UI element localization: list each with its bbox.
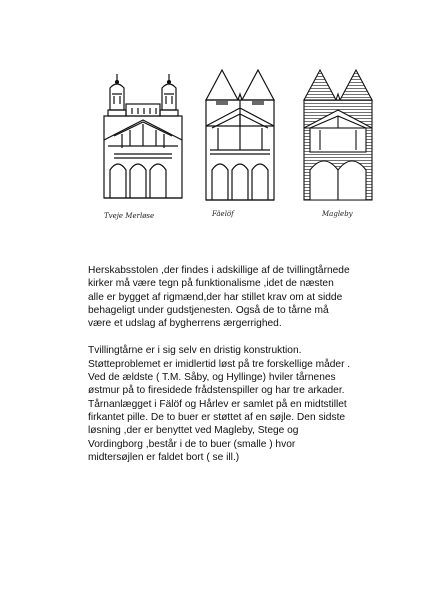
church-drawing-faelof [202,66,278,204]
caption-faelof: Fäelöf [212,210,234,218]
body-text [88,264,388,478]
paragraph-tvillingtarne: Tvillingtårne er i sig selv en dristig konstruktion. Støtteproblemet er imidlertid løst på tre forskellige måder . Ved de ældste ( T.M. Såby, og Hyllinge) hviler tårnenes østmur på to firesidede frådstenspiller og har tre arkader. Tårnanlægget i Fälöf og Hårlev er samlet på en midtstillet firkantet pille. De to buer er støttet af en søjle. Den sidste løsning ,der er benyttet ved Magleby, Stege og Vordingborg ,består i de to buer (smalle ) hvor midtersøjlen er faldet bort ( se ill.) [88,345,351,463]
church-drawing-magleby [300,66,376,204]
caption-tveje-merlose: Tveje Merløse [104,212,155,220]
caption-magleby: Magleby [322,210,353,218]
paragraph-herskabsstolen: Herskabsstolen ,der findes i adskillige af de tvillingtårnede kirker må være tegn på funktionalisme ,idet de næsten alle er bygget af rigmænd,der har stillet krav om at sidde behageligt under gudstjenesten. Også de to tårne må være et udslag af bygherrens ærgerrighed. [88,265,350,330]
church-illustrations [100,70,380,230]
church-drawing-tveje-merlose [100,70,186,205]
